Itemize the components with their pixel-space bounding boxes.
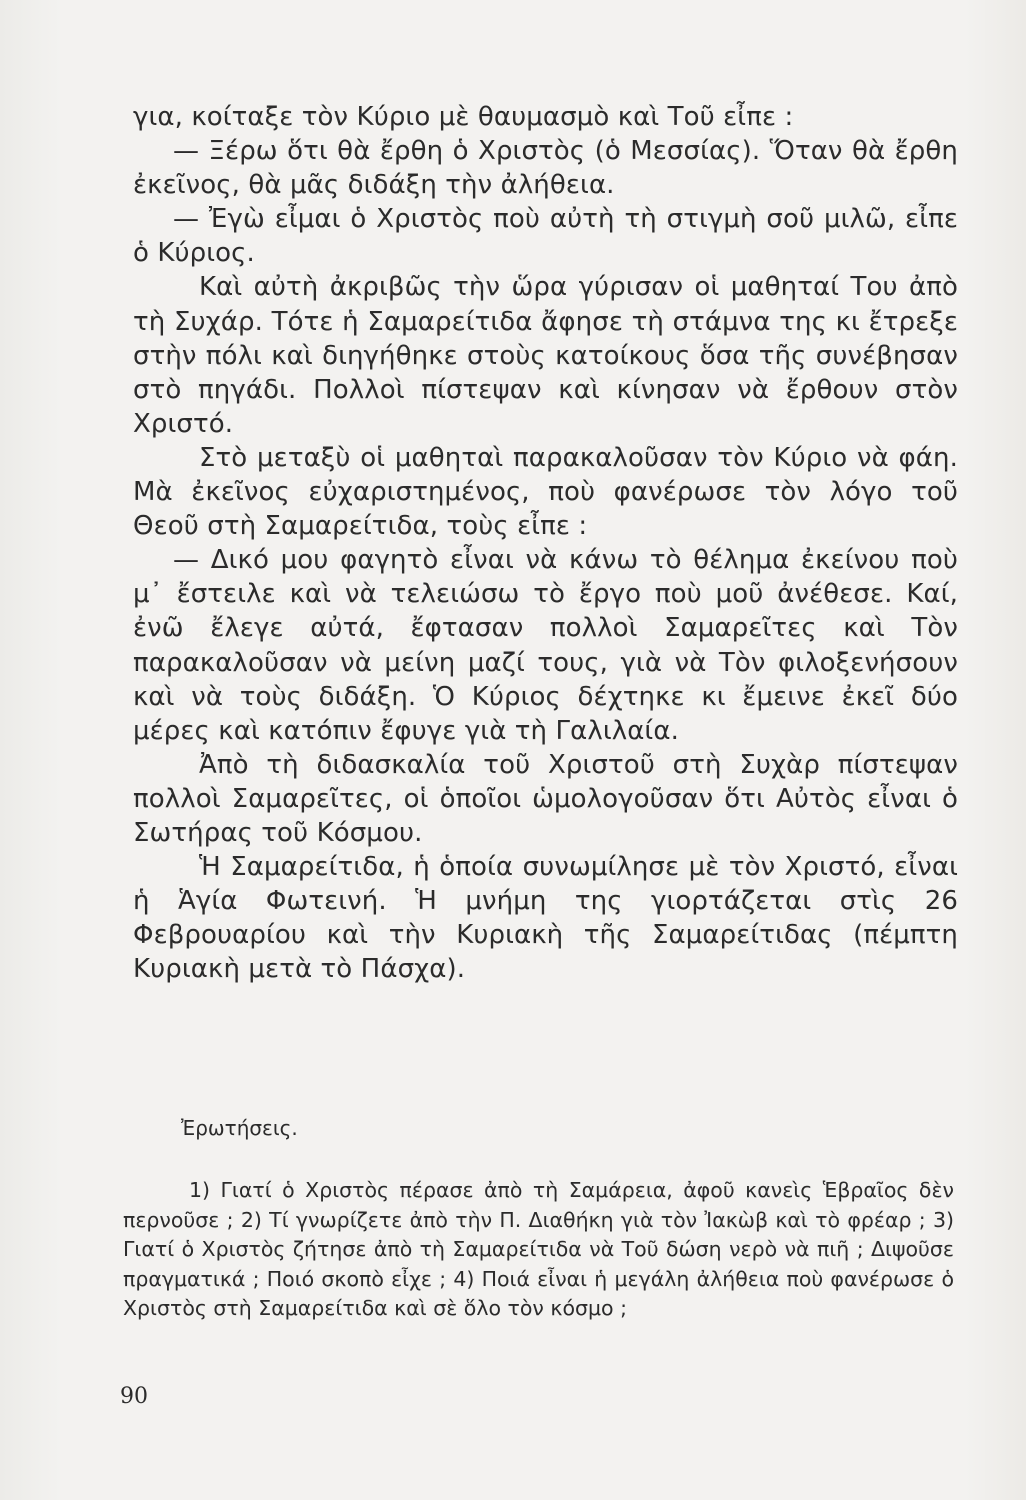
paragraph-continuation: για, κοίταξε τὸν Κύριο μὲ θαυμασμὸ καὶ Τοῦ εἶπε : bbox=[133, 102, 794, 132]
paragraph-samaritans-believed: Ἀπὸ τὴ διδασκαλία τοῦ Χριστοῦ στὴ Συχὰρ πίστεψαν πολλοὶ Σαμαρεῖτες, οἱ ὁποῖοι ὡμολογοῦσαν ὅτι Αὐτὸς εἶναι ὁ Σωτήρας τοῦ Κόσμου. bbox=[133, 749, 958, 848]
paragraph-return-of-disciples: Καὶ αὐτὴ ἀκριβῶς τὴν ὥρα γύρισαν οἱ μαθηταί Του ἀπὸ τὴ Συχάρ. Τότε ἡ Σαμαρείτιδα ἄφησε τὴ στάμνα της κι ἔτρεξε στὴν πόλι καὶ διηγήθηκε στοὺς κατοίκους ὅσα τῆς συνέβησαν στὸ πηγάδι. Πολλοὶ πίστεψαν καὶ κίνησαν νὰ ἔρθουν στὸν Χριστό. bbox=[133, 272, 958, 439]
questions-text: 1) Γιατί ὁ Χριστὸς πέρασε ἀπὸ τὴ Σαμάρεια, ἀφοῦ κανεὶς Ἑβραῖος δὲν περνοῦσε ; 2) Τί γνωρίζετε ἀπὸ τὴν Π. Διαθήκη γιὰ τὸν Ἰακὼβ καὶ τὸ φρέαρ ; 3) Γιατί ὁ Χριστὸς ζήτησε ἀπὸ τὴ Σαμαρείτιδα νὰ Τοῦ δώση νερὸ νὰ πιῆ ; Διψοῦσε πραγματικά ; Ποιό σκοπὸ εἶχε ; 4) Ποιά εἶναι ἡ μεγάλη ἀλήθεια ποὺ φανέρωσε ὁ Χριστὸς στὴ Σαμαρείτιδα καὶ σὲ ὅλο τὸν κόσμο ; bbox=[123, 1178, 954, 1321]
paragraph-saint-photini: Ἡ Σαμαρείτιδα, ἡ ὁποία συνωμίλησε μὲ τὸν Χριστό, εἶναι ἡ Ἁγία Φωτεινή. Ἡ μνήμη της γιορτάζεται στὶς 26 Φεβρουαρίου καὶ τὴν Κυριακὴ τῆς Σαμαρείτιδας (πέμπτη Κυριακὴ μετὰ τὸ Πάσχα). bbox=[133, 852, 958, 985]
paragraph-disciples-food: Στὸ μεταξὺ οἱ μαθηταὶ παρακαλοῦσαν τὸν Κύριο νὰ φάη. Μὰ ἐκεῖνος εὐχαριστημένος, ποὺ φανέρωσε τὸν λόγο τοῦ Θεοῦ στὴ Σαμαρείτιδα, τοὺς εἶπε : bbox=[133, 442, 958, 542]
page-number: 90 bbox=[120, 1384, 148, 1409]
questions-heading: Ἐρωτήσεις. bbox=[181, 1116, 298, 1140]
paragraph-dialogue-3: — Δικό μου φαγητὸ εἶναι νὰ κάνω τὸ θέλημα ἐκείνου ποὺ μ᾽ ἔστειλε καὶ νὰ τελειώσω τὸ ἔργο ποὺ μοῦ ἀνέθεσε. Καί, ἐνῶ ἔλεγε αὐτά, ἔφτασαν πολλοὶ Σαμαρεῖτες καὶ Τὸν παρακαλοῦσαν νὰ μείνη μαζί τους, γιὰ νὰ Τὸν φιλοξενήσουν καὶ νὰ τοὺς διδάξη. Ὁ Κύριος δέχτηκε κι ἔμεινε ἐκεῖ δύο μέρες καὶ κατόπιν ἔφυγε γιὰ τὴ Γαλιλαία. bbox=[133, 545, 958, 746]
body-text bbox=[133, 100, 958, 986]
paragraph-dialogue-2: — Ἐγὼ εἶμαι ὁ Χριστὸς ποὺ αὐτὴ τὴ στιγμὴ σοῦ μιλῶ, εἶπε ὁ Κύριος. bbox=[133, 204, 958, 269]
paragraph-dialogue-1: — Ξέρω ὅτι θὰ ἔρθη ὁ Χριστὸς (ὁ Μεσσίας). Ὅταν θὰ ἔρθη ἐκεῖνος, θὰ μᾶς διδάξη τὴν ἀλήθεια. bbox=[133, 136, 958, 201]
